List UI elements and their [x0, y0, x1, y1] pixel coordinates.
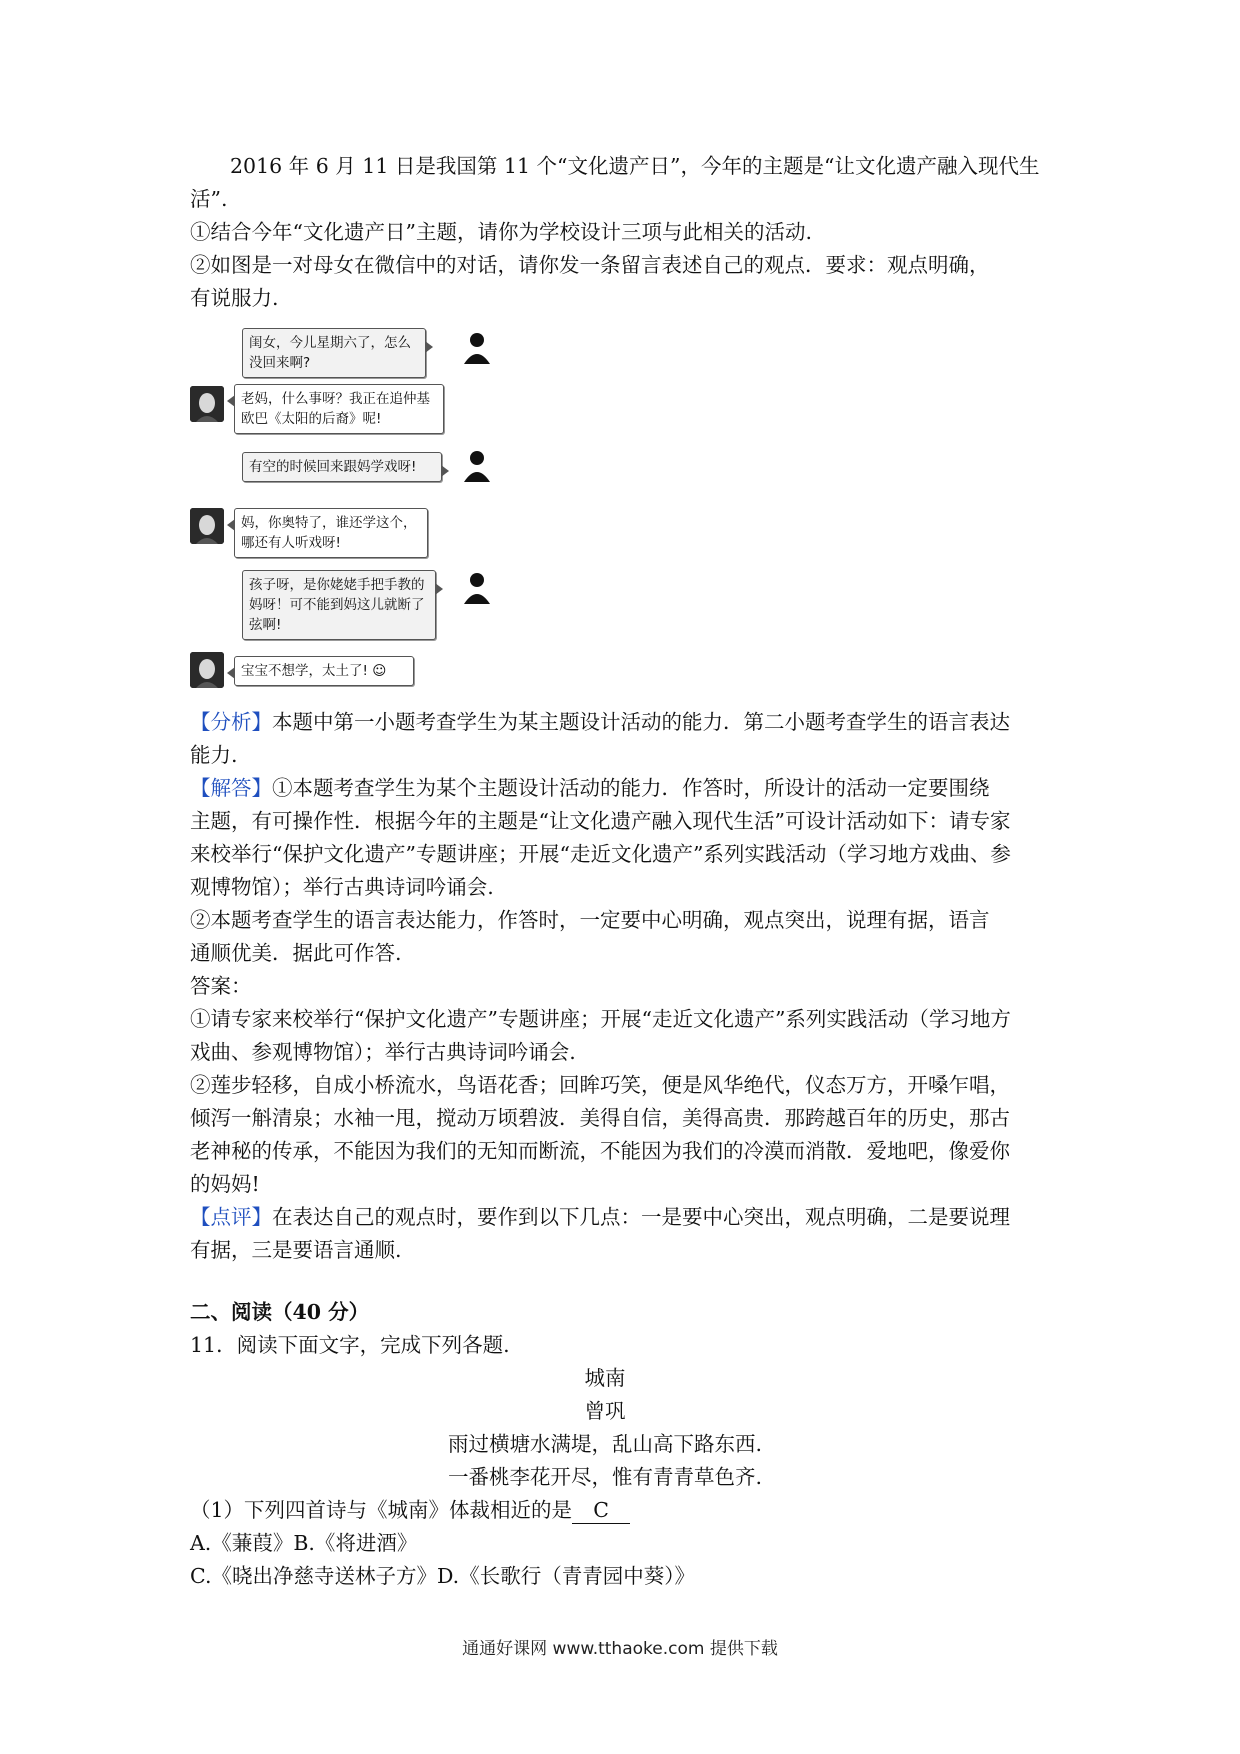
analysis-line-2: 能力. [190, 743, 238, 767]
answer-line-3: ②莲步轻移，自成小桥流水，鸟语花香；回眸巧笑，便是风华绝代，仪态万方，开嗓乍唱， [190, 1073, 1010, 1097]
solution-line-4: 观博物馆）；举行古典诗词吟诵会. [190, 875, 494, 899]
solution-text: ①本题考查学生为某个主题设计活动的能力．作答时，所设计的活动一定要围绕 [272, 776, 990, 800]
comment-text: 在表达自己的观点时，要作到以下几点：一是要中心突出，观点明确，二是要说理 [272, 1205, 1010, 1229]
mom-avatar-icon [462, 448, 492, 482]
comment-tag: 【点评】 [190, 1205, 272, 1229]
answer-line-5: 老神秘的传承，不能因为我们的无知而断流，不能因为我们的冷漠而消散．爱地吧，像爱你 [190, 1139, 1010, 1163]
mom-message-2 [242, 452, 442, 482]
mom-message-2-text: 有空的时候回来跟妈学戏呀! [249, 459, 417, 475]
section-heading: 二、阅读（40 分） [190, 1300, 370, 1324]
poem-line-2: 一番桃李花开尽，惟有青青草色齐. [447, 1465, 762, 1489]
daughter-message-1-text: 老妈，什么事呀？我正在追仲基欧巴《太阳的后裔》呢! [241, 391, 430, 427]
solution-tag: 【解答】 [190, 776, 272, 800]
question-1: ①结合今年“文化遗产日”主题，请你为学校设计三项与此相关的活动. [190, 220, 812, 244]
options-c-d: C.《晓出净慈寺送林子方》D.《长歌行（青青园中葵）》 [190, 1564, 695, 1588]
mom-message-3-text: 孩子呀，是你姥姥手把手教的妈呀！可不能到妈这儿就断了弦啊! [249, 577, 425, 633]
solution-line-5: ②本题考查学生的语言表达能力，作答时，一定要中心明确，观点突出，说理有据，语言 [190, 908, 990, 932]
answer-line-4: 倾泻一斛清泉；水袖一甩，搅动万顷碧波．美得自信，美得高贵．那跨越百年的历史，那古 [190, 1106, 1010, 1130]
daughter-avatar-icon [190, 508, 224, 544]
answer-label: 答案： [190, 974, 252, 998]
mom-message-1-text: 闺女，今儿星期六了，怎么没回来啊? [249, 335, 411, 371]
intro-line-2: 活”. [190, 187, 228, 211]
poem-line-1: 雨过横塘水满堤，乱山高下路东西. [447, 1432, 762, 1456]
question-2-cont: 有说服力. [190, 286, 279, 310]
analysis-text: 本题中第一小题考查学生为某主题设计活动的能力．第二小题考查学生的语言表达 [272, 710, 1010, 734]
solution-line-2: 主题，有可操作性．根据今年的主题是“让文化遗产融入现代生活”可设计活动如下：请专家 [190, 809, 1011, 833]
options-a-b: A.《蒹葭》B.《将进酒》 [190, 1531, 418, 1555]
answer-blank: C [572, 1497, 630, 1524]
solution-line-3: 来校举行“保护文化遗产”专题讲座；开展“走近文化遗产”系列实践活动（学习地方戏曲、参 [190, 842, 1011, 866]
daughter-message-1 [234, 384, 444, 434]
daughter-message-2-text: 妈，你奥特了，谁还学这个，哪还有人听戏呀! [241, 515, 417, 551]
analysis-tag: 【分析】 [190, 710, 272, 734]
answer-line-6: 的妈妈! [190, 1172, 260, 1196]
daughter-avatar-icon [190, 386, 224, 422]
mom-message-1 [242, 328, 426, 378]
mom-message-3 [242, 570, 436, 640]
mom-avatar-icon [462, 570, 492, 604]
sub-question-1-text: （1）下列四首诗与《城南》体裁相近的是 [190, 1498, 573, 1522]
solution-line-1 [190, 772, 1060, 805]
answer-line-1: ①请专家来校举行“保护文化遗产”专题讲座；开展“走近文化遗产”系列实践活动（学习地方 [190, 1007, 1011, 1031]
question-11: 11．阅读下面文字，完成下列各题. [190, 1333, 510, 1357]
daughter-message-3-text: 宝宝不想学，太土了! [241, 663, 368, 679]
daughter-message-2 [234, 508, 428, 558]
poem-author: 曾巩 [584, 1399, 626, 1423]
intro-line-1: 2016 年 6 月 11 日是我国第 11 个“文化遗产日”，今年的主题是“让文化遗产融入现代生 [230, 154, 1040, 178]
emoji-icon: ☺ [372, 663, 387, 679]
comment-line-2: 有据，三是要语言通顺. [190, 1238, 402, 1262]
solution-line-6: 通顺优美．据此可作答. [190, 941, 402, 965]
sub-question-1 [190, 1494, 1060, 1527]
daughter-avatar-icon [190, 652, 224, 688]
analysis-line-1 [190, 706, 1060, 739]
poem-title: 城南 [584, 1366, 626, 1390]
daughter-message-3 [234, 656, 414, 686]
answer-line-2: 戏曲、参观博物馆）；举行古典诗词吟诵会. [190, 1040, 576, 1064]
question-2: ②如图是一对母女在微信中的对话，请你发一条留言表述自己的观点．要求：观点明确， [190, 253, 990, 277]
wechat-conversation-image [190, 322, 490, 692]
comment-line-1 [190, 1201, 1060, 1234]
mom-avatar-icon [462, 330, 492, 364]
footer-watermark: 通通好课网 www.tthaoke.com 提供下载 [462, 1639, 778, 1659]
